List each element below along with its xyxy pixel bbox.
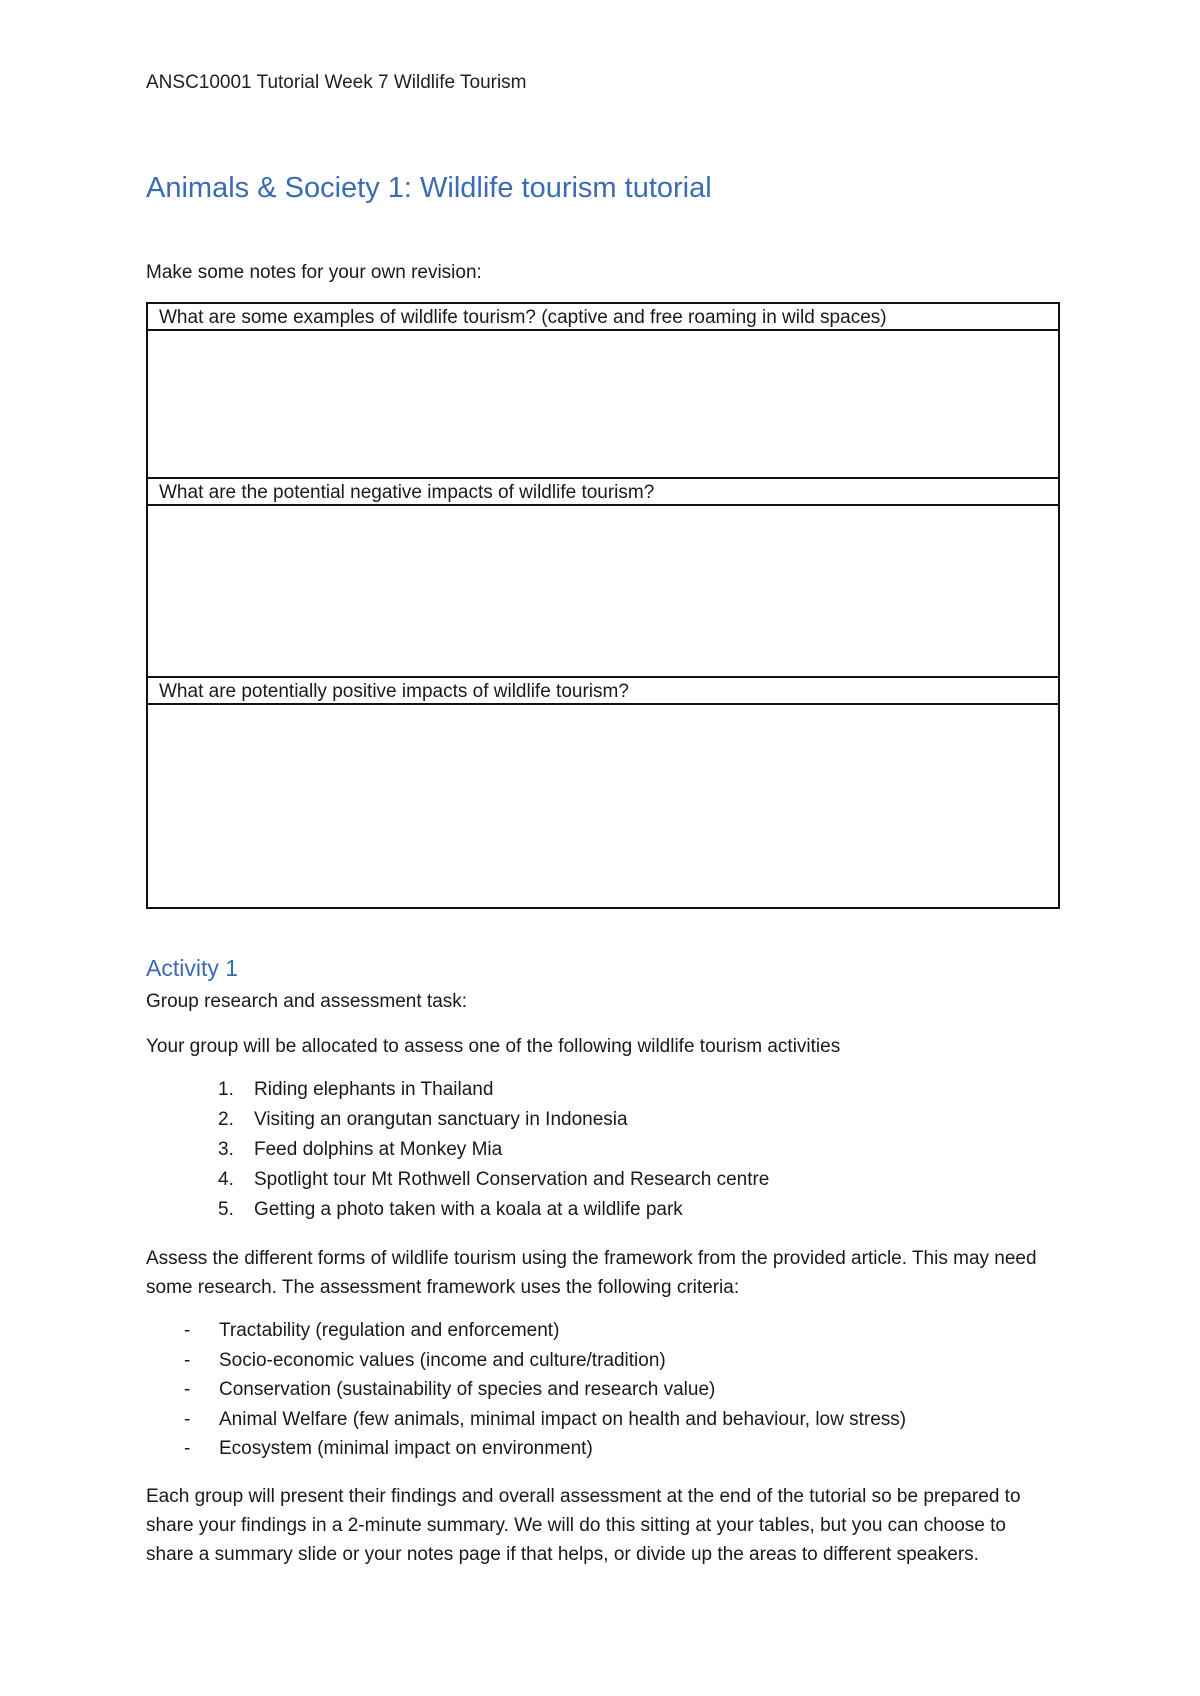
notes-table: [146, 302, 1060, 909]
list-item-text: Spotlight tour Mt Rothwell Conservation and Research centre: [254, 1169, 770, 1190]
list-number: 5.: [218, 1199, 234, 1220]
list-item-text: Ecosystem (minimal impact on environment): [219, 1438, 593, 1459]
list-dash: -: [184, 1438, 191, 1459]
list-item-text: Animal Welfare (few animals, minimal impact on health and behaviour, low stress): [219, 1408, 907, 1430]
list-item: [146, 1075, 769, 1105]
notes-answer-area[interactable]: [148, 705, 1058, 907]
list-dash: -: [184, 1320, 191, 1341]
list-item-text: Socio-economic values (income and culture/tradition): [219, 1349, 666, 1371]
notes-question: What are some examples of wildlife tourism? (captive and free roaming in wild spaces): [148, 304, 1058, 331]
page-header: ANSC10001 Tutorial Week 7 Wildlife Tourism: [146, 72, 527, 93]
list-dash: -: [184, 1408, 191, 1430]
notes-question: What are the potential negative impacts of wildlife tourism?: [148, 479, 1058, 506]
activity-subheading: Group research and assessment task:: [146, 991, 468, 1012]
allocation-text: Your group will be allocated to assess one of the following wildlife tourism activities: [146, 1036, 841, 1057]
list-item: [146, 1375, 906, 1405]
list-item: [146, 1434, 906, 1464]
list-item: [146, 1346, 906, 1376]
list-item: [146, 1195, 769, 1225]
list-number: 2.: [218, 1109, 234, 1130]
list-dash: -: [184, 1349, 191, 1371]
list-dash: -: [184, 1379, 191, 1400]
list-item: [146, 1165, 769, 1195]
list-item-text: Feed dolphins at Monkey Mia: [254, 1139, 503, 1160]
list-item-text: Conservation (sustainability of species and research value): [219, 1379, 716, 1400]
list-item-text: Getting a photo taken with a koala at a wildlife park: [254, 1199, 683, 1220]
closing-text: Each group will present their findings and overall assessment at the end of the tutorial so be prepared to share your findings in a 2-minute summary. We will do this sitting at your tables, but you can choose to share a summary slide or your notes page if that helps, or divide up the areas to different speakers.: [146, 1486, 1021, 1565]
list-item: [146, 1405, 906, 1435]
criteria-list: [146, 1316, 906, 1464]
notes-answer-area[interactable]: [148, 506, 1058, 678]
list-item: [146, 1105, 769, 1135]
activity-list: [146, 1075, 769, 1225]
list-item-text: Visiting an orangutan sanctuary in Indonesia: [254, 1109, 628, 1130]
assess-text: Assess the different forms of wildlife tourism using the framework from the provided article. This may need some research. The assessment framework uses the following criteria:: [146, 1248, 1037, 1298]
activity-heading: Activity 1: [146, 955, 239, 981]
list-item-text: Riding elephants in Thailand: [254, 1079, 494, 1100]
list-number: 4.: [218, 1169, 234, 1190]
intro-text: Make some notes for your own revision:: [146, 262, 482, 283]
list-item-text: Tractability (regulation and enforcement): [219, 1320, 560, 1341]
list-number: 1.: [218, 1079, 234, 1100]
notes-answer-area[interactable]: [148, 331, 1058, 479]
list-item: [146, 1316, 906, 1346]
notes-question: What are potentially positive impacts of wildlife tourism?: [148, 678, 1058, 705]
list-number: 3.: [218, 1139, 234, 1160]
page-title: Animals & Society 1: Wildlife tourism tutorial: [146, 172, 712, 204]
list-item: [146, 1135, 769, 1165]
